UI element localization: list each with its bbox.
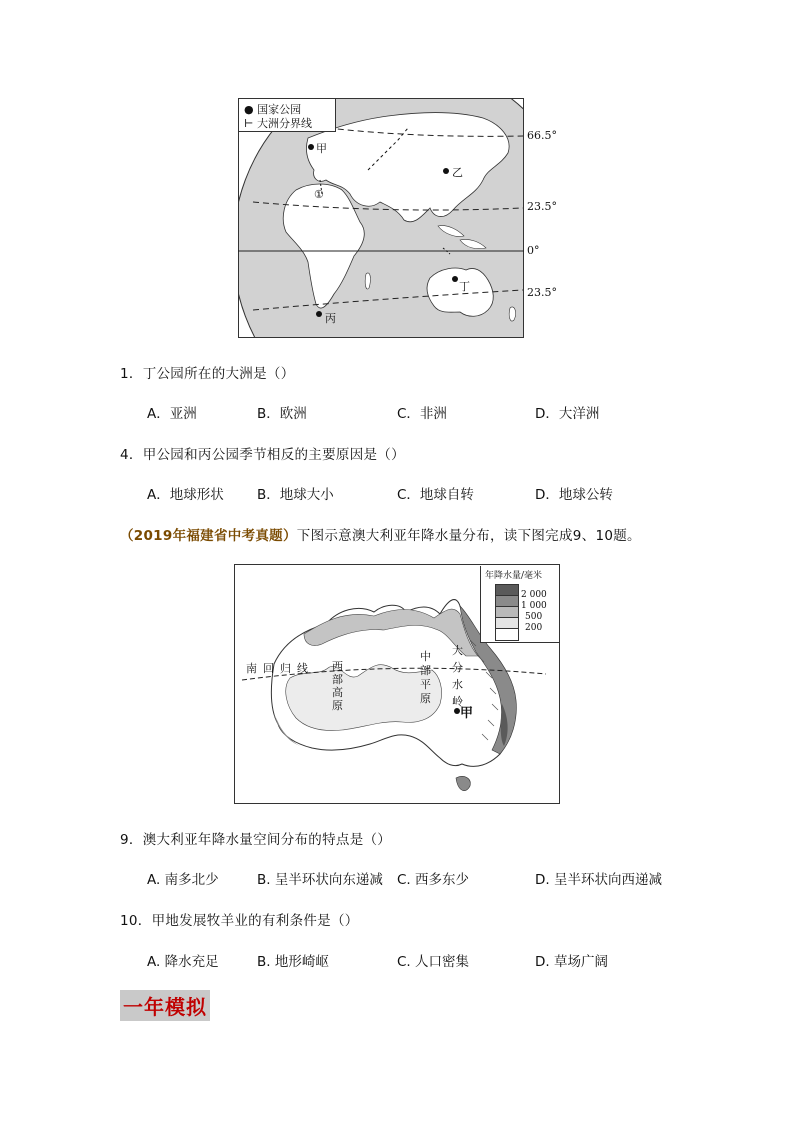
legend-value-2000: 2 000: [521, 590, 547, 600]
world-map-svg: [238, 98, 524, 338]
label-jia: 甲: [316, 142, 327, 155]
legend-title: 年降水量/毫米: [485, 571, 543, 581]
label-yi: 乙: [452, 166, 463, 179]
intro-line: [120, 524, 641, 544]
legend-value-500: 500: [525, 612, 543, 622]
question-10-option-b[interactable]: B. 地形崎岖: [257, 954, 329, 970]
question-1-option-b[interactable]: B．欧洲: [257, 406, 307, 422]
question-4-option-b[interactable]: B．地球大小: [257, 487, 334, 503]
question-9-stem: 9．澳大利亚年降水量空间分布的特点是（）: [120, 832, 392, 848]
label-tropic: 南回归线: [246, 662, 314, 675]
lat-label-cancer: 23.5°: [527, 200, 557, 213]
legend-swatch-5: [495, 628, 519, 641]
question-4-stem: 4．甲公园和丙公园季节相反的主要原因是（）: [120, 447, 405, 463]
question-1-stem: 1．丁公园所在的大洲是（）: [120, 366, 295, 382]
question-10-option-a[interactable]: A. 降水充足: [147, 954, 219, 970]
question-10-stem: 10．甲地发展牧羊业的有利条件是（）: [120, 913, 359, 929]
world-map: [238, 98, 524, 338]
question-9-option-d[interactable]: D. 呈半环状向西递减: [535, 872, 662, 888]
lat-label-arctic: 66.5°: [527, 129, 557, 142]
question-1-option-d[interactable]: D．大洋洲: [535, 406, 600, 422]
intro-text: 下图示意澳大利亚年降水量分布，读下图完成9、10题。: [296, 528, 641, 544]
legend-value-200: 200: [525, 623, 543, 633]
intro-source: （2019年福建省中考真题）: [120, 528, 297, 544]
question-1-option-a[interactable]: A．亚洲: [147, 406, 197, 422]
section-title: 一年模拟: [120, 990, 210, 1021]
label-dividing-range: 大分水岭: [452, 644, 463, 708]
label-circle-1: ①: [314, 188, 324, 201]
rainfall-legend: [480, 566, 559, 643]
label-west-plateau: 西部高原: [332, 660, 343, 712]
label-bing: 丙: [325, 312, 336, 325]
question-4-option-a[interactable]: A．地球形状: [147, 487, 224, 503]
legend-park: ● 国家公园: [244, 103, 302, 116]
question-9-option-b[interactable]: B. 呈半环状向东递减: [257, 872, 383, 888]
question-10-option-d[interactable]: D. 草场广阔: [535, 954, 608, 970]
park-ding-dot: [452, 276, 458, 282]
park-yi-dot: [443, 168, 449, 174]
park-bing-dot: [316, 311, 322, 317]
legend-boundary: ⊢ 大洲分界线: [244, 117, 312, 130]
lat-label-capricorn: 23.5°: [527, 286, 557, 299]
legend-park-label: 国家公园: [257, 103, 302, 116]
label-ding: 丁: [459, 280, 470, 293]
world-map-legend: [239, 99, 336, 132]
park-jia-dot: [308, 144, 314, 150]
legend-value-1000: 1 000: [521, 601, 547, 611]
australia-rainfall-map: [234, 564, 560, 804]
label-central-plain: 中部平原: [420, 650, 431, 705]
question-10-option-c[interactable]: C. 人口密集: [397, 954, 470, 970]
question-1-option-c[interactable]: C．非洲: [397, 406, 447, 422]
question-4-option-c[interactable]: C．地球自转: [397, 487, 474, 503]
label-jia: 甲: [460, 706, 474, 721]
question-9-option-c[interactable]: C. 西多东少: [397, 872, 470, 888]
legend-boundary-label: 大洲分界线: [256, 117, 312, 130]
question-9-option-a[interactable]: A. 南多北少: [147, 872, 219, 888]
question-4-option-d[interactable]: D．地球公转: [535, 487, 613, 503]
lat-label-equator: 0°: [527, 244, 540, 257]
